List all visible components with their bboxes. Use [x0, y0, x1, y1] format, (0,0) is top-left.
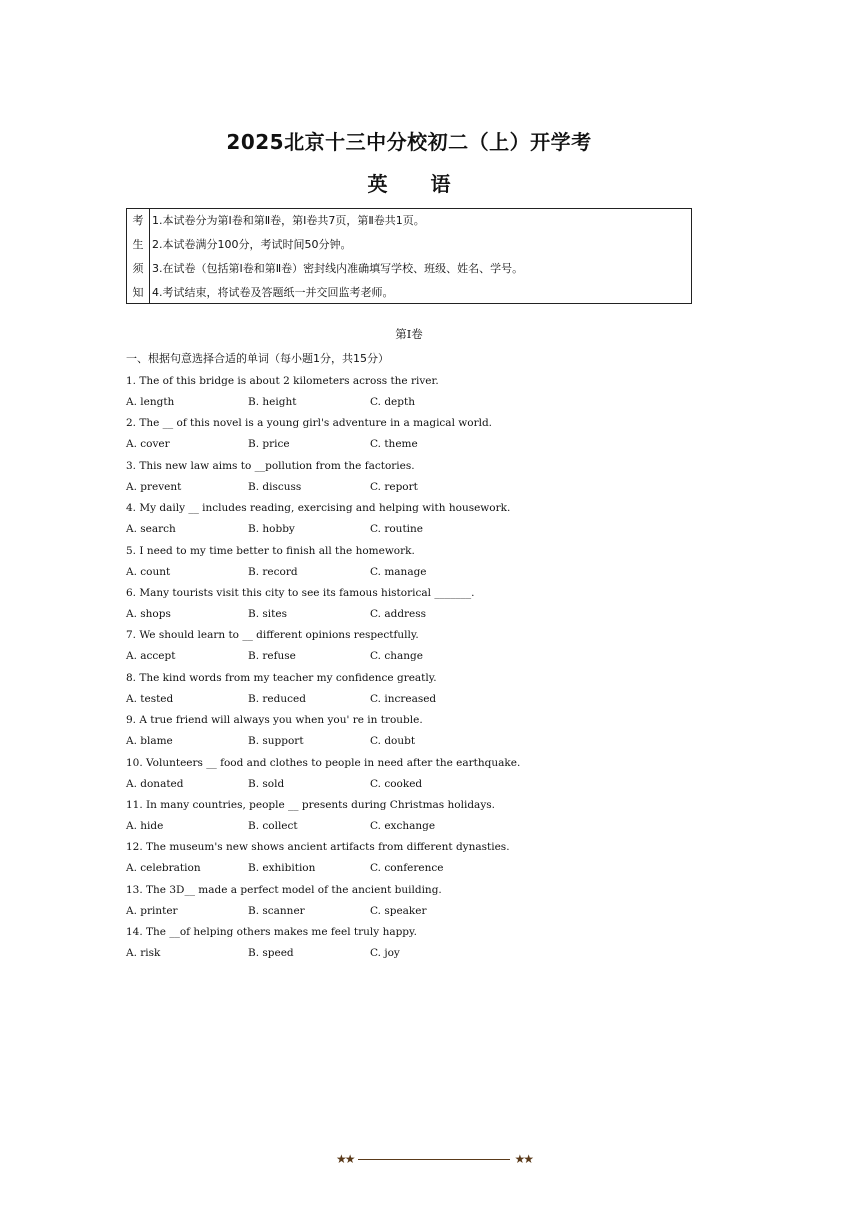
footer-divider [358, 1159, 511, 1160]
question-option: C. routine [370, 523, 423, 536]
question-option: A. search [126, 523, 176, 536]
question-option: B. exhibition [248, 862, 316, 875]
question-item [126, 670, 686, 712]
question-option: A. count [126, 565, 171, 578]
question-text: 9. A true friend will always you when you' re in trouble. [126, 714, 423, 727]
question-options [126, 733, 686, 754]
question-option: B. height [248, 396, 297, 408]
question-options [126, 436, 686, 457]
question-option: B. refuse [248, 650, 296, 663]
question-option: A. printer [126, 904, 178, 917]
question-option: C. report [370, 480, 418, 493]
question-options [126, 479, 686, 500]
question-text: 2. The __ of this novel is a young girl's adventure in a magical world. [126, 417, 493, 430]
question-option: A. prevent [126, 480, 182, 493]
question-option: C. doubt [370, 735, 416, 748]
question-list [126, 373, 686, 966]
notice-lines [150, 209, 691, 303]
page-title: 2025北京十三中分校初二（上）开学考 [226, 130, 592, 154]
question-option: B. reduced [248, 692, 306, 705]
question-options [126, 860, 686, 881]
subject-char-2: 语 [430, 172, 451, 196]
question-option: B. price [248, 438, 290, 451]
question-text: 13. The 3D__ made a perfect model of the ancient building. [126, 883, 442, 896]
question-text: 14. The __of helping others makes me feel truly happy. [126, 926, 417, 939]
question-option: B. sites [248, 607, 287, 620]
question-option: B. hobby [248, 523, 295, 536]
question-option: C. speaker [370, 904, 427, 917]
question-option: A. donated [126, 777, 184, 790]
question-option: A. length [126, 396, 175, 408]
question-text: 4. My daily __ includes reading, exercising and helping with housework. [126, 502, 511, 515]
question-item [126, 924, 686, 966]
star-icon: ★★ [336, 1152, 354, 1166]
page-footer-ornament [336, 1150, 532, 1168]
question-text: 10. Volunteers __ food and clothes to people in need after the earthquake. [126, 756, 521, 769]
question-option: A. shops [126, 607, 171, 620]
question-item [126, 458, 686, 500]
question-item [126, 543, 686, 585]
question-option: B. support [248, 735, 304, 748]
question-option: C. cooked [370, 777, 423, 790]
question-option: A. cover [126, 438, 170, 451]
question-text: 3. This new law aims to __pollution from the factories. [126, 459, 415, 472]
question-item [126, 839, 686, 881]
question-item [126, 627, 686, 669]
question-item [126, 755, 686, 797]
section-instruction: 一、根据句意选择合适的单词（每小题1分，共15分） [126, 352, 389, 365]
question-item [126, 797, 686, 839]
question-option: B. sold [248, 777, 285, 790]
notice-line: 1.本试卷分为第Ⅰ卷和第Ⅱ卷，第Ⅰ卷共7页，第Ⅱ卷共1页。 [152, 214, 425, 227]
question-option: A. risk [126, 947, 161, 960]
question-options [126, 394, 686, 415]
question-text: 1. The of this bridge is about 2 kilometers across the river. [126, 375, 439, 387]
subject-title [0, 168, 818, 197]
notice-line: 4.考试结束，将试卷及答题纸一并交回监考老师。 [152, 286, 394, 299]
notice-label-char: 知 [132, 286, 144, 299]
question-text: 6. Many tourists visit this city to see its famous historical _______. [126, 586, 475, 599]
question-option: B. speed [248, 947, 294, 960]
question-text: 5. I need to my time better to finish all the homework. [126, 544, 415, 557]
question-text: 7. We should learn to __ different opinions respectfully. [126, 629, 419, 642]
question-option: C. depth [370, 396, 415, 408]
notice-label-char: 须 [132, 262, 144, 275]
question-options [126, 903, 686, 924]
notice-line: 2.本试卷满分100分，考试时间50分钟。 [152, 238, 352, 251]
question-item [126, 882, 686, 924]
notice-line: 3.在试卷（包括第Ⅰ卷和第Ⅱ卷）密封线内准确填写学校、班级、姓名、学号。 [152, 262, 524, 275]
question-option: A. accept [126, 650, 176, 663]
question-options [126, 521, 686, 542]
question-text: 11. In many countries, people __ presents during Christmas holidays. [126, 798, 495, 811]
question-option: C. theme [370, 438, 418, 451]
question-item [126, 712, 686, 754]
question-options [126, 648, 686, 669]
question-option: C. increased [370, 692, 437, 705]
subject-char-1: 英 [367, 172, 388, 196]
question-item [126, 415, 686, 457]
section-title: 第Ⅰ卷 [395, 327, 423, 341]
question-item [126, 373, 686, 415]
question-item [126, 585, 686, 627]
question-option: B. scanner [248, 904, 305, 917]
question-options [126, 606, 686, 627]
question-item [126, 500, 686, 542]
question-option: A. hide [126, 819, 164, 832]
exam-notice-box [126, 208, 692, 304]
question-options [126, 564, 686, 585]
question-option: C. change [370, 650, 423, 663]
question-option: C. address [370, 607, 427, 620]
question-option: A. celebration [126, 862, 201, 875]
star-icon: ★★ [514, 1152, 532, 1166]
question-option: A. tested [126, 692, 174, 705]
question-option: C. joy [370, 947, 400, 960]
question-options [126, 818, 686, 839]
question-option: B. discuss [248, 480, 302, 493]
notice-label-char: 考 [132, 214, 144, 227]
question-options [126, 691, 686, 712]
question-text: 8. The kind words from my teacher my confidence greatly. [126, 671, 437, 684]
question-option: A. blame [126, 735, 173, 748]
question-options [126, 945, 686, 966]
question-option: C. manage [370, 565, 427, 578]
question-option: C. exchange [370, 819, 436, 832]
notice-label [127, 209, 150, 303]
question-option: B. record [248, 565, 298, 578]
question-options [126, 776, 686, 797]
question-text: 12. The museum's new shows ancient artifacts from different dynasties. [126, 841, 510, 854]
notice-label-char: 生 [132, 238, 144, 251]
question-option: B. collect [248, 819, 298, 832]
question-option: C. conference [370, 862, 444, 875]
